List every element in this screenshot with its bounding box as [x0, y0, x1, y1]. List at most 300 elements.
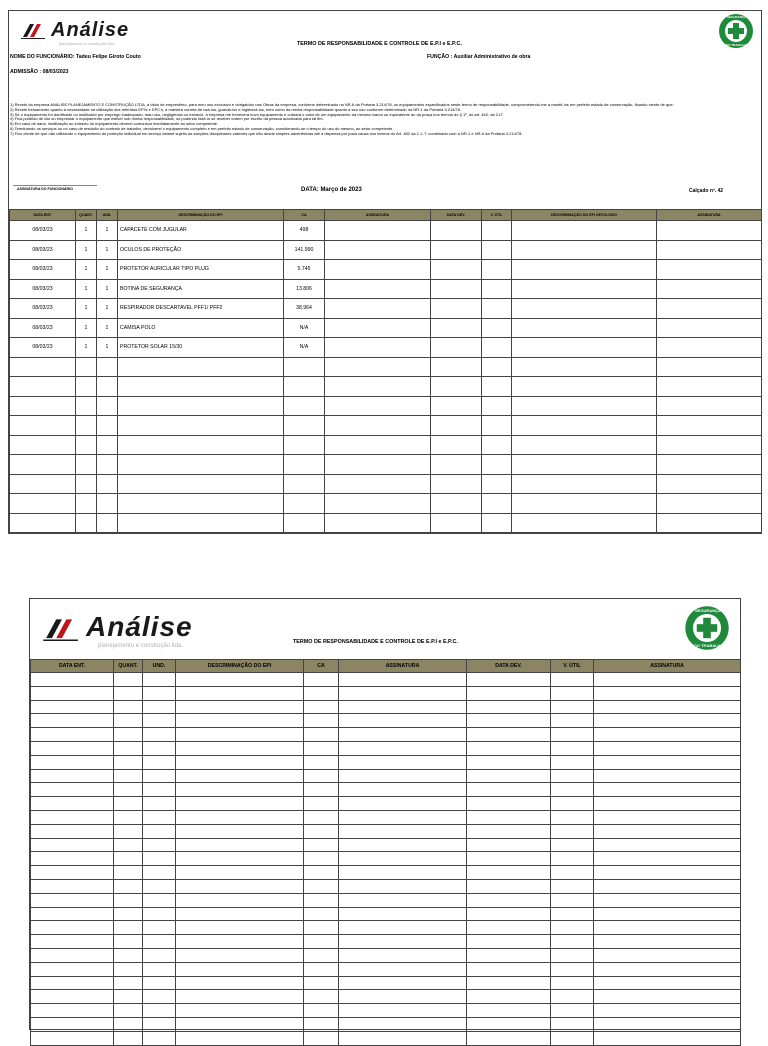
table-cell	[594, 797, 741, 811]
signature-label: ASSINATURA DO FUNCIONÁRIO	[17, 187, 73, 191]
table-row	[10, 318, 762, 338]
table-cell	[594, 686, 741, 700]
table-cell	[657, 396, 762, 416]
table-cell: 1	[97, 279, 118, 299]
table-cell	[284, 357, 325, 377]
table-row	[31, 921, 741, 935]
table-cell	[176, 714, 304, 728]
table-cell	[143, 879, 176, 893]
table-row	[10, 474, 762, 494]
table-cell	[304, 866, 339, 880]
table-cell	[114, 741, 143, 755]
table-cell	[482, 377, 512, 397]
table-cell	[325, 416, 431, 436]
table-cell	[304, 1017, 339, 1031]
table-cell	[325, 494, 431, 514]
table-cell	[143, 728, 176, 742]
signature-line	[13, 185, 97, 186]
table-cell	[304, 1004, 339, 1018]
table-cell	[143, 700, 176, 714]
table-cell	[339, 838, 467, 852]
table-cell	[118, 494, 284, 514]
table-cell	[467, 1004, 551, 1018]
table-cell	[114, 673, 143, 687]
table-cell	[143, 1017, 176, 1031]
table-cell	[339, 907, 467, 921]
header-ca: CA	[284, 210, 325, 221]
table-cell	[31, 935, 114, 949]
table-cell	[31, 783, 114, 797]
epi-table	[30, 659, 741, 1046]
table-cell	[482, 435, 512, 455]
table-cell	[512, 494, 657, 514]
table-cell	[482, 318, 512, 338]
term-item: 6) Terminando os serviços ou no caso de rescisão do contrato de trabalho, devolverei o equipamento completo e em perfeito estado de conservação, considerando-se o tempo do uso do mesmo, ao setor competente.	[10, 126, 394, 131]
table-cell	[284, 396, 325, 416]
table-cell	[467, 728, 551, 742]
table-cell	[176, 728, 304, 742]
table-cell	[551, 714, 594, 728]
table-cell	[339, 852, 467, 866]
table-cell	[176, 935, 304, 949]
table-row	[10, 377, 762, 397]
table-row	[31, 990, 741, 1004]
table-cell	[304, 1031, 339, 1045]
table-cell	[114, 852, 143, 866]
table-cell	[31, 990, 114, 1004]
table-cell	[76, 377, 97, 397]
table-cell	[551, 686, 594, 700]
table-header-row	[31, 660, 741, 673]
table-cell	[594, 673, 741, 687]
table-cell	[143, 673, 176, 687]
table-cell	[482, 260, 512, 280]
table-cell	[325, 455, 431, 475]
table-cell	[339, 810, 467, 824]
table-cell	[176, 921, 304, 935]
table-cell	[10, 357, 76, 377]
table-cell	[31, 962, 114, 976]
table-cell	[467, 1031, 551, 1045]
table-cell: 1	[97, 338, 118, 358]
table-cell	[339, 1031, 467, 1045]
table-cell	[339, 948, 467, 962]
table-cell	[114, 797, 143, 811]
table-cell	[31, 686, 114, 700]
table-cell	[114, 810, 143, 824]
table-cell	[176, 824, 304, 838]
table-cell	[431, 377, 482, 397]
table-cell: RESPIRADOR DESCARTAVEL PFF1/ PFF2	[118, 299, 284, 319]
table-cell	[594, 962, 741, 976]
table-cell	[176, 879, 304, 893]
table-cell: 1	[97, 299, 118, 319]
table-cell	[512, 435, 657, 455]
table-cell	[594, 838, 741, 852]
table-cell	[339, 893, 467, 907]
table-cell	[284, 416, 325, 436]
table-cell	[304, 769, 339, 783]
table-cell	[31, 700, 114, 714]
table-cell	[304, 728, 339, 742]
table-cell	[118, 416, 284, 436]
table-cell	[339, 755, 467, 769]
table-cell: 38.964	[284, 299, 325, 319]
table-cell	[551, 948, 594, 962]
table-cell	[10, 416, 76, 436]
table-cell	[114, 893, 143, 907]
table-cell	[339, 783, 467, 797]
table-cell	[31, 907, 114, 921]
table-cell	[551, 755, 594, 769]
table-cell	[114, 838, 143, 852]
table-cell	[339, 728, 467, 742]
table-cell	[114, 866, 143, 880]
table-cell	[118, 474, 284, 494]
table-cell	[31, 1004, 114, 1018]
table-cell	[551, 838, 594, 852]
table-cell	[594, 1031, 741, 1045]
table-cell	[339, 769, 467, 783]
table-cell	[304, 673, 339, 687]
table-cell	[467, 879, 551, 893]
table-cell	[284, 377, 325, 397]
table-cell	[551, 893, 594, 907]
table-cell: BOTINA DE SEGURANÇA	[118, 279, 284, 299]
table-cell	[551, 976, 594, 990]
table-cell	[512, 260, 657, 280]
table-cell	[114, 783, 143, 797]
header-data-ent: DATA ENT.	[31, 660, 114, 673]
table-cell	[467, 673, 551, 687]
table-cell	[657, 221, 762, 241]
table-cell	[143, 921, 176, 935]
table-cell	[512, 221, 657, 241]
table-cell	[143, 935, 176, 949]
table-cell	[304, 976, 339, 990]
table-cell	[325, 279, 431, 299]
table-row	[31, 962, 741, 976]
table-cell	[657, 494, 762, 514]
table-cell	[512, 338, 657, 358]
table-cell	[657, 260, 762, 280]
table-cell	[143, 962, 176, 976]
table-cell	[97, 494, 118, 514]
table-cell	[657, 377, 762, 397]
table-cell	[431, 221, 482, 241]
table-row	[31, 741, 741, 755]
table-cell	[97, 435, 118, 455]
table-cell	[482, 279, 512, 299]
logo-name: Análise	[51, 19, 130, 41]
table-cell	[97, 377, 118, 397]
table-row	[31, 824, 741, 838]
table-cell	[76, 474, 97, 494]
header-und: UND.	[97, 210, 118, 221]
table-cell	[143, 852, 176, 866]
table-cell	[31, 852, 114, 866]
table-row	[31, 907, 741, 921]
table-cell	[176, 1017, 304, 1031]
document-title: TERMO DE RESPONSABILIDADE E CONTROLE DE E.P.I e E.P.C.	[297, 41, 462, 47]
table-cell	[551, 824, 594, 838]
table-cell	[31, 769, 114, 783]
table-cell	[339, 935, 467, 949]
table-cell	[76, 455, 97, 475]
table-row	[10, 240, 762, 260]
table-cell	[482, 338, 512, 358]
table-cell	[114, 824, 143, 838]
table-cell: 08/03/23	[10, 221, 76, 241]
table-cell	[551, 962, 594, 976]
table-cell	[176, 852, 304, 866]
table-cell	[10, 494, 76, 514]
table-cell	[339, 824, 467, 838]
table-cell	[431, 299, 482, 319]
table-cell	[176, 686, 304, 700]
table-row	[10, 357, 762, 377]
table-cell	[467, 1017, 551, 1031]
table-cell	[325, 474, 431, 494]
table-cell: 08/03/23	[10, 240, 76, 260]
table-cell	[143, 1031, 176, 1045]
table-cell	[339, 879, 467, 893]
table-row	[10, 338, 762, 358]
seal-bottom-text: DO TRABALHO	[694, 643, 724, 648]
table-cell	[325, 338, 431, 358]
table-cell	[551, 700, 594, 714]
table-cell	[143, 741, 176, 755]
table-cell	[431, 260, 482, 280]
table-cell	[482, 455, 512, 475]
table-cell	[339, 714, 467, 728]
table-cell	[339, 1017, 467, 1031]
table-cell: 1	[76, 338, 97, 358]
table-cell	[284, 513, 325, 533]
table-row	[31, 948, 741, 962]
table-cell	[31, 879, 114, 893]
table-cell	[339, 1004, 467, 1018]
logo-tagline: planejamento e construção ltda.	[59, 41, 116, 46]
table-cell	[304, 990, 339, 1004]
table-cell	[512, 396, 657, 416]
seal-top-text: SEGURANÇA	[727, 15, 747, 19]
table-row	[31, 893, 741, 907]
table-cell	[97, 455, 118, 475]
table-cell	[339, 741, 467, 755]
table-cell	[31, 728, 114, 742]
table-cell	[594, 852, 741, 866]
table-cell	[176, 1004, 304, 1018]
table-cell	[176, 1031, 304, 1045]
table-cell	[551, 1031, 594, 1045]
table-cell	[431, 279, 482, 299]
table-cell	[594, 728, 741, 742]
table-cell	[467, 838, 551, 852]
table-cell	[304, 797, 339, 811]
table-cell	[76, 513, 97, 533]
table-cell	[118, 377, 284, 397]
table-cell	[176, 866, 304, 880]
table-cell	[31, 797, 114, 811]
table-cell	[97, 513, 118, 533]
header-v-util: V. ÚTIL	[482, 210, 512, 221]
table-cell	[482, 513, 512, 533]
table-cell	[467, 714, 551, 728]
table-row	[31, 783, 741, 797]
table-row	[10, 416, 762, 436]
table-cell	[176, 893, 304, 907]
table-header-row	[10, 210, 762, 221]
table-cell	[143, 714, 176, 728]
table-row	[31, 686, 741, 700]
table-cell	[176, 810, 304, 824]
table-cell	[431, 396, 482, 416]
table-cell	[657, 416, 762, 436]
logo-mark-icon	[42, 615, 82, 641]
table-cell: 1	[76, 279, 97, 299]
table-cell	[467, 866, 551, 880]
table-cell	[594, 769, 741, 783]
table-cell: OCULOS DE PROTEÇÃO	[118, 240, 284, 260]
table-cell	[551, 990, 594, 1004]
table-cell	[143, 824, 176, 838]
table-cell	[304, 810, 339, 824]
table-cell	[594, 907, 741, 921]
table-cell	[512, 455, 657, 475]
table-cell	[551, 866, 594, 880]
header-und: UND.	[143, 660, 176, 673]
table-cell	[176, 962, 304, 976]
table-cell: 08/03/23	[10, 260, 76, 280]
table-row	[31, 1004, 741, 1018]
table-cell	[143, 907, 176, 921]
table-cell	[304, 962, 339, 976]
table-cell	[594, 810, 741, 824]
table-cell	[594, 976, 741, 990]
table-cell	[10, 377, 76, 397]
table-cell	[467, 783, 551, 797]
table-cell	[304, 948, 339, 962]
table-cell	[76, 435, 97, 455]
table-cell	[304, 783, 339, 797]
table-cell: 1	[76, 260, 97, 280]
table-cell	[551, 797, 594, 811]
table-cell	[97, 357, 118, 377]
table-cell	[143, 1004, 176, 1018]
table-cell	[467, 976, 551, 990]
table-cell	[31, 810, 114, 824]
table-cell	[594, 714, 741, 728]
table-cell	[114, 907, 143, 921]
table-cell	[512, 377, 657, 397]
table-row	[31, 797, 741, 811]
table-cell: 1	[76, 221, 97, 241]
table-cell	[10, 474, 76, 494]
table-cell	[467, 893, 551, 907]
table-cell: PROTETOR AURICULAR TIPO PLUG	[118, 260, 284, 280]
table-cell: 08/03/23	[10, 299, 76, 319]
table-cell	[143, 797, 176, 811]
table-cell	[657, 474, 762, 494]
table-row	[10, 494, 762, 514]
table-cell: 5.745	[284, 260, 325, 280]
table-row	[10, 455, 762, 475]
table-cell: 1	[97, 221, 118, 241]
table-cell	[118, 435, 284, 455]
table-cell	[512, 240, 657, 260]
table-cell	[467, 852, 551, 866]
header-v-util: V. ÚTIL	[551, 660, 594, 673]
table-cell	[467, 921, 551, 935]
table-cell	[551, 769, 594, 783]
table-cell	[114, 948, 143, 962]
header-assinatura: ASSINATURA	[325, 210, 431, 221]
table-cell	[657, 357, 762, 377]
table-cell	[143, 755, 176, 769]
table-cell	[551, 852, 594, 866]
table-cell	[467, 769, 551, 783]
table-cell	[304, 907, 339, 921]
term-item: 5) Em caso de dano, inutilização ou extravio do equipamento deverei comunicar imediatamente ao setor competente.	[10, 122, 219, 127]
shoe-size: Calçado nº. 42	[689, 188, 724, 194]
table-cell	[594, 921, 741, 935]
table-cell	[114, 755, 143, 769]
table-cell	[339, 673, 467, 687]
table-cell	[339, 921, 467, 935]
document-page-1	[8, 10, 762, 534]
table-cell	[143, 990, 176, 1004]
table-cell	[176, 783, 304, 797]
table-cell	[325, 240, 431, 260]
table-cell	[176, 838, 304, 852]
table-row	[10, 513, 762, 533]
table-cell	[657, 435, 762, 455]
table-cell	[657, 513, 762, 533]
table-cell	[431, 455, 482, 475]
table-cell	[31, 1031, 114, 1045]
company-logo	[42, 611, 232, 647]
table-cell: 1	[97, 260, 118, 280]
table-row	[31, 714, 741, 728]
table-cell	[551, 810, 594, 824]
table-cell	[512, 357, 657, 377]
table-cell	[594, 741, 741, 755]
table-cell	[431, 435, 482, 455]
table-cell	[284, 435, 325, 455]
table-cell	[482, 299, 512, 319]
table-cell	[176, 797, 304, 811]
table-cell	[31, 1017, 114, 1031]
header-data-dev: DATA DEV.	[431, 210, 482, 221]
table-cell	[594, 893, 741, 907]
logo-name: Análise	[86, 611, 193, 642]
table-cell	[594, 948, 741, 962]
table-row	[31, 700, 741, 714]
logo-tagline: planejamento e construção ltda.	[98, 643, 184, 649]
table-cell	[31, 714, 114, 728]
table-cell	[467, 797, 551, 811]
table-cell: 13.806	[284, 279, 325, 299]
table-cell	[114, 1004, 143, 1018]
table-cell	[304, 755, 339, 769]
table-row	[10, 221, 762, 241]
table-cell	[304, 879, 339, 893]
table-cell	[431, 416, 482, 436]
table-cell	[304, 741, 339, 755]
table-cell	[431, 513, 482, 533]
table-cell: 498	[284, 221, 325, 241]
